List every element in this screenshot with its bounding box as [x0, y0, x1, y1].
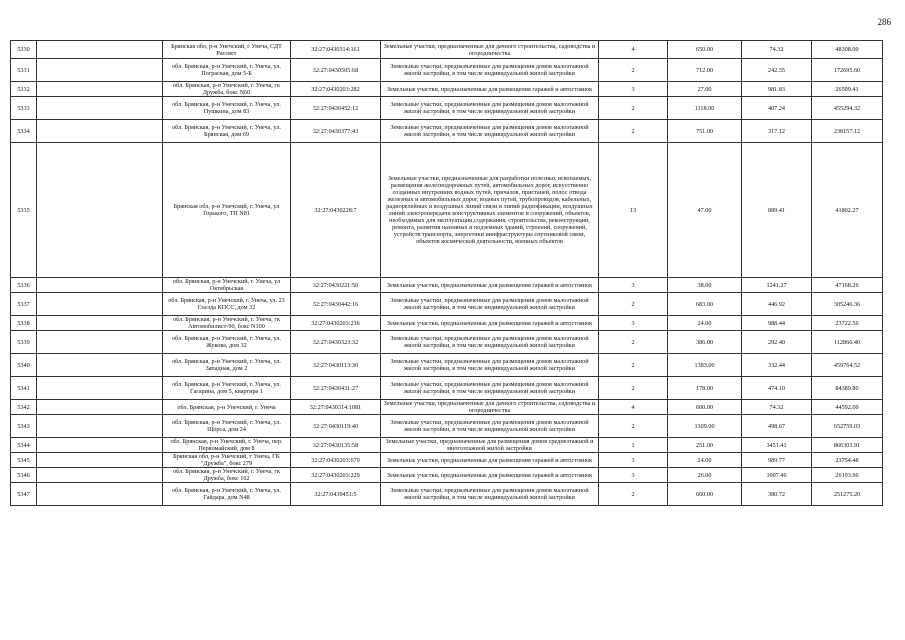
area-cell: 24.00: [668, 453, 742, 468]
group-number-cell: 2: [599, 483, 668, 506]
cadastral-value-cell: 866303.91: [812, 438, 883, 453]
specific-value-cell: 498.67: [742, 415, 812, 438]
group-number-cell: 13: [599, 143, 668, 278]
cadastral-value-cell: 305246.36: [812, 293, 883, 316]
table-row: [11, 438, 883, 453]
group-number-cell: 2: [599, 354, 668, 377]
spacer-cell-cell: [37, 278, 163, 293]
table-body: [11, 41, 883, 506]
group-number-cell: 2: [599, 59, 668, 82]
cadastral-number-cell: 32:27:0430228:7: [291, 143, 381, 278]
spacer-cell-cell: [37, 41, 163, 59]
land-use-cell: Земельные участки, предназначенные для размещения домов малоэтажной жилой застройки, в том числе индивидуальной жилой застройки: [381, 415, 599, 438]
table-row: [11, 354, 883, 377]
table-row: [11, 143, 883, 278]
group-number-cell: 2: [599, 293, 668, 316]
table-row: [11, 468, 883, 483]
cadastral-number-cell: 32:27:0430431:27: [291, 377, 381, 400]
row-number-cell: 5341: [11, 377, 37, 400]
row-number-cell: 5344: [11, 438, 37, 453]
row-number-cell: 5345: [11, 453, 37, 468]
address-cell: обл. Брянская, р-н Унечский, г. Унеча, ул. Пушкина, дом 83: [163, 97, 291, 120]
specific-value-cell: 317.12: [742, 120, 812, 143]
cadastral-value-cell: 47168.26: [812, 278, 883, 293]
address-cell: обл. Брянская, р-н Унечский, г. Унеча, гк Дружба, бокс N60: [163, 82, 291, 97]
specific-value-cell: 1007.46: [742, 468, 812, 483]
row-number-cell: 5346: [11, 468, 37, 483]
row-number-cell: 5347: [11, 483, 37, 506]
cadastral-number-cell: 32:27:0430203:229: [291, 468, 381, 483]
area-cell: 27.00: [668, 82, 742, 97]
spacer-cell-cell: [37, 293, 163, 316]
specific-value-cell: 446.92: [742, 293, 812, 316]
spacer-cell-cell: [37, 331, 163, 354]
address-cell: обл. Брянская, р-н Унечский, г. Унеча, ул. Пограская, дом 5-Б: [163, 59, 291, 82]
address-cell: обл. Брянская, р-н Унечский, г. Унеча, ул. Западная, дом 2: [163, 354, 291, 377]
cadastral-number-cell: 32:27:0430203:236: [291, 316, 381, 331]
cadastral-value-cell: 251275.20: [812, 483, 883, 506]
land-use-cell: Земельные участки, предназначенные для размещения домов малоэтажной жилой застройки, в том числе индивидуальной жилой застройки: [381, 483, 599, 506]
spacer-cell-cell: [37, 468, 163, 483]
table-row: [11, 453, 883, 468]
spacer-cell-cell: [37, 143, 163, 278]
specific-value-cell: 989.77: [742, 453, 812, 468]
table-row: [11, 41, 883, 59]
specific-value-cell: 380.72: [742, 483, 812, 506]
address-cell: обл. Брянская, р-н Унечский, г. Унеча, гк Дружба, бокс 162: [163, 468, 291, 483]
cadastral-number-cell: 32:27:0430135:58: [291, 438, 381, 453]
group-number-cell: 2: [599, 120, 668, 143]
address-cell: обл. Брянская, р-н Унечский, г. Унеча, ул. 23 Съезда КПСС, дом 32: [163, 293, 291, 316]
cadastral-value-table: [10, 40, 883, 506]
specific-value-cell: 292.40: [742, 331, 812, 354]
spacer-cell-cell: [37, 400, 163, 415]
cadastral-value-cell: 48308.00: [812, 41, 883, 59]
cadastral-value-cell: 112866.40: [812, 331, 883, 354]
spacer-cell-cell: [37, 483, 163, 506]
row-number-cell: 5332: [11, 82, 37, 97]
cadastral-value-cell: 459764.52: [812, 354, 883, 377]
specific-value-cell: 988.44: [742, 316, 812, 331]
land-use-cell: Земельные участки, предназначенные для размещения гаражей и автостоянок: [381, 468, 599, 483]
row-number-cell: 5339: [11, 331, 37, 354]
cadastral-value-cell: 652759.03: [812, 415, 883, 438]
row-number-cell: 5343: [11, 415, 37, 438]
address-cell: обл. Брянская, р-н Унечский, г. Унеча, гк Автомобилист-90, бокс N100: [163, 316, 291, 331]
table-row: [11, 400, 883, 415]
spacer-cell-cell: [37, 316, 163, 331]
area-cell: 24.00: [668, 316, 742, 331]
cadastral-value-cell: 172695.60: [812, 59, 883, 82]
group-number-cell: 3: [599, 316, 668, 331]
cadastral-value-cell: 23754.48: [812, 453, 883, 468]
land-use-cell: Земельные участки, предназначенные для размещения гаражей и автостоянок: [381, 316, 599, 331]
address-cell: Брянская обл, р-н Унечский, г. Унеча, ул Горького, ТП N81: [163, 143, 291, 278]
table-row: [11, 331, 883, 354]
cadastral-value-cell: 26193.96: [812, 468, 883, 483]
table-row: [11, 483, 883, 506]
cadastral-value-cell: 455294.32: [812, 97, 883, 120]
specific-value-cell: 74.32: [742, 41, 812, 59]
land-use-cell: Земельные участки, предназначенные для размещения домов малоэтажной жилой застройки, в том числе индивидуальной жилой застройки: [381, 293, 599, 316]
row-number-cell: 5330: [11, 41, 37, 59]
table-row: [11, 120, 883, 143]
cadastral-number-cell: 32:27:0430314:1081: [291, 400, 381, 415]
table-row: [11, 97, 883, 120]
land-use-cell: Земельные участки, предназначенные для размещения домов малоэтажной жилой застройки, в том числе индивидуальной жилой застройки: [381, 354, 599, 377]
land-use-cell: Земельные участки, предназначенные для размещения гаражей и автостоянок: [381, 453, 599, 468]
land-use-cell: Земельные участки, предназначенные для размещения домов малоэтажной жилой застройки, в том числе индивидуальной жилой застройки: [381, 120, 599, 143]
group-number-cell: 3: [599, 82, 668, 97]
land-use-cell: Земельные участки, предназначенные для размещения домов малоэтажной жилой застройки, в том числе индивидуальной жилой застройки: [381, 97, 599, 120]
address-cell: обл. Брянская, р-н Унечский, г. Унеча, пер. Первомайский, дом 8: [163, 438, 291, 453]
cadastral-value-cell: 44592.00: [812, 400, 883, 415]
spacer-cell-cell: [37, 97, 163, 120]
land-use-cell: Земельные участки, предназначенные для размещения домов малоэтажной жилой застройки, в том числе индивидуальной жилой застройки: [381, 377, 599, 400]
cadastral-number-cell: 32:27:0430505:68: [291, 59, 381, 82]
address-cell: обл. Брянская, р-н Унечский, г. Унеча, ул. Гагарина, дом 5, квартира 1: [163, 377, 291, 400]
area-cell: 1383.00: [668, 354, 742, 377]
area-cell: 26.00: [668, 468, 742, 483]
table-row: [11, 377, 883, 400]
cadastral-number-cell: 32:27:0430314:161: [291, 41, 381, 59]
table-row: [11, 415, 883, 438]
specific-value-cell: 332.44: [742, 354, 812, 377]
row-number-cell: 5334: [11, 120, 37, 143]
area-cell: 47.00: [668, 143, 742, 278]
address-cell: Брянская обл, р-н Унечский, г Унеча, ГК "Дружба", бокс 279: [163, 453, 291, 468]
address-cell: обл. Брянская, р-н Унечский, г. Унеча, ул Октябрьская: [163, 278, 291, 293]
address-cell: Брянская обл, р-н Унечский, г Унеча, СДТ Рассвет: [163, 41, 291, 59]
group-number-cell: 4: [599, 41, 668, 59]
spacer-cell-cell: [37, 377, 163, 400]
group-number-cell: 2: [599, 331, 668, 354]
cadastral-number-cell: 32:27:0430113:30: [291, 354, 381, 377]
address-cell: обл. Брянская, р-н Унечский, г. Унеча: [163, 400, 291, 415]
cadastral-number-cell: 32:27:0430451:5: [291, 483, 381, 506]
row-number-cell: 5333: [11, 97, 37, 120]
table-row: [11, 293, 883, 316]
area-cell: 660.00: [668, 483, 742, 506]
row-number-cell: 5338: [11, 316, 37, 331]
cadastral-number-cell: 32:27:0430119:40: [291, 415, 381, 438]
address-cell: обл. Брянская, р-н Унечский, г. Унеча, ул. Щорса, дом 24: [163, 415, 291, 438]
page-number: 286: [877, 17, 891, 27]
cadastral-value-cell: 23722.56: [812, 316, 883, 331]
row-number-cell: 5331: [11, 59, 37, 82]
spacer-cell-cell: [37, 354, 163, 377]
group-number-cell: 3: [599, 278, 668, 293]
specific-value-cell: 981.83: [742, 82, 812, 97]
table-row: [11, 316, 883, 331]
cadastral-value-cell: 238157.12: [812, 120, 883, 143]
spacer-cell-cell: [37, 59, 163, 82]
spacer-cell-cell: [37, 438, 163, 453]
spacer-cell-cell: [37, 82, 163, 97]
table-row: [11, 59, 883, 82]
group-number-cell: 4: [599, 400, 668, 415]
land-use-cell: Земельные участки, предназначенные для размещения домов среднеэтажной и многоэтажной жилой застройки: [381, 438, 599, 453]
area-cell: 600.00: [668, 400, 742, 415]
area-cell: 1309.00: [668, 415, 742, 438]
cadastral-value-cell: 84389.80: [812, 377, 883, 400]
land-use-cell: Земельные участки, предназначенные для дачного строительства, садоводства и огородничества: [381, 41, 599, 59]
row-number-cell: 5336: [11, 278, 37, 293]
cadastral-number-cell: 32:27:0430221:50: [291, 278, 381, 293]
area-cell: 683.00: [668, 293, 742, 316]
area-cell: 178.00: [668, 377, 742, 400]
row-number-cell: 5340: [11, 354, 37, 377]
spacer-cell-cell: [37, 453, 163, 468]
cadastral-number-cell: 32:27:0430442:16: [291, 293, 381, 316]
row-number-cell: 5342: [11, 400, 37, 415]
address-cell: обл. Брянская, р-н Унечский, г. Унеча, ул. Жукова, дом 32: [163, 331, 291, 354]
row-number-cell: 5337: [11, 293, 37, 316]
area-cell: 1118.00: [668, 97, 742, 120]
specific-value-cell: 3451.41: [742, 438, 812, 453]
cadastral-value-cell: 41802.27: [812, 143, 883, 278]
specific-value-cell: 242.55: [742, 59, 812, 82]
group-number-cell: 1: [599, 438, 668, 453]
area-cell: 386.00: [668, 331, 742, 354]
area-cell: 38.00: [668, 278, 742, 293]
cadastral-number-cell: 32:27:0430452:12: [291, 97, 381, 120]
area-cell: 751.00: [668, 120, 742, 143]
group-number-cell: 2: [599, 377, 668, 400]
group-number-cell: 3: [599, 468, 668, 483]
land-use-cell: Земельные участки, предназначенные для размещения домов малоэтажной жилой застройки, в том числе индивидуальной жилой застройки: [381, 59, 599, 82]
table-row: [11, 278, 883, 293]
land-use-cell: Земельные участки, предназначенные для разработки полезных ископаемых, размещения железнодорожных путей, автомобильных дорог, искусственно созданных внутренних водных путей, причалов, пристаней, полос отвода железных и автомобильных дорог, водных путей, трубопроводов, кабельных, радиорелейных и воздушных линий связи и линий радиофикации, воздушных линий электропередачи конструктивных элементов и сооружений, объектов, необходимых для эксплуатации,содержания, строительства, реконструкции, ремонта, развития наземных и подземных зданий, строений, сооружений, устройств транспорта, энергетики иинфраструктуры спутниковой связи, объектов космической деятельности, военных объектов: [381, 143, 599, 278]
specific-value-cell: 407.24: [742, 97, 812, 120]
table-row: [11, 82, 883, 97]
specific-value-cell: 74.32: [742, 400, 812, 415]
group-number-cell: 2: [599, 415, 668, 438]
cadastral-number-cell: 32:27:0430377:43: [291, 120, 381, 143]
specific-value-cell: 474.10: [742, 377, 812, 400]
land-use-cell: Земельные участки, предназначенные для размещения домов малоэтажной жилой застройки, в том числе индивидуальной жилой застройки: [381, 331, 599, 354]
land-use-cell: Земельные участки, предназначенные для размещения гаражей и автостоянок: [381, 278, 599, 293]
specific-value-cell: 889.41: [742, 143, 812, 278]
spacer-cell-cell: [37, 415, 163, 438]
area-cell: 650.00: [668, 41, 742, 59]
cadastral-number-cell: 32:27:0430203:679: [291, 453, 381, 468]
group-number-cell: 2: [599, 97, 668, 120]
specific-value-cell: 1241.27: [742, 278, 812, 293]
area-cell: 712.00: [668, 59, 742, 82]
cadastral-value-cell: 26509.41: [812, 82, 883, 97]
area-cell: 251.00: [668, 438, 742, 453]
row-number-cell: 5335: [11, 143, 37, 278]
land-use-cell: Земельные участки, предназначенные для дачного строительства, садоводства и огородничества: [381, 400, 599, 415]
address-cell: обл. Брянская, р-н Унечский, г. Унеча, ул. Гайдара, дом N48: [163, 483, 291, 506]
spacer-cell-cell: [37, 120, 163, 143]
cadastral-number-cell: 32:27:0430203:282: [291, 82, 381, 97]
group-number-cell: 3: [599, 453, 668, 468]
cadastral-number-cell: 32:27:0430323:32: [291, 331, 381, 354]
land-use-cell: Земельные участки, предназначенные для размещения гаражей и автостоянок: [381, 82, 599, 97]
address-cell: обл. Брянская, р-н Унечский, г. Унеча, ул. Брянская, дом 69: [163, 120, 291, 143]
